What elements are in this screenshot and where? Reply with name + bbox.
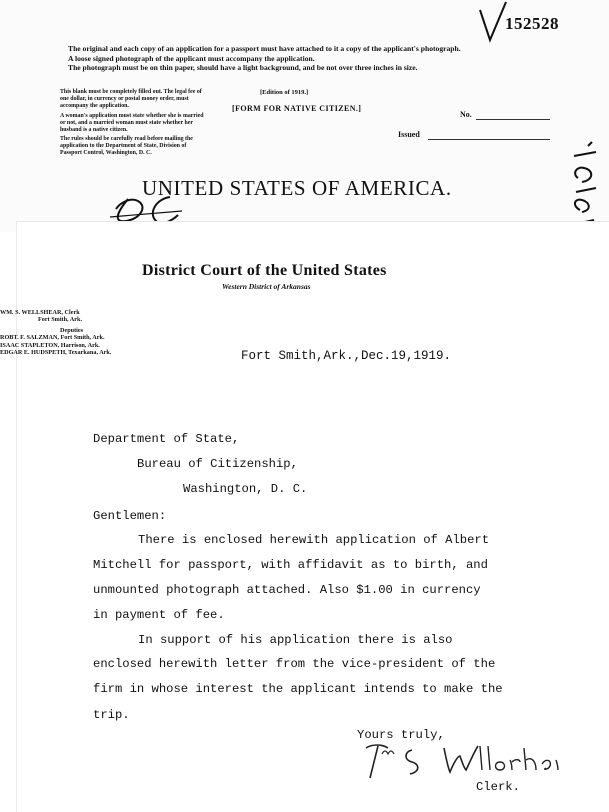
instruction-line: The original and each copy of an application for a passport must have attached to it a copy of the applicant's photograph. [68,44,461,53]
clerk-signature [360,738,560,782]
letter-date: Fort Smith,Ark.,Dec.19,1919. [241,349,452,363]
clerk-deputies-block [0,309,160,356]
closing-salutation: Yours truly, [357,728,445,742]
court-heading: District Court of the United States [142,262,387,279]
body-line: trip. [93,708,130,722]
recipient-line: Bureau of Citizenship, [137,457,298,471]
form-notes [60,89,205,160]
deputy-entry: ISAAC STAPLETON, Harrison, Ark. [0,341,100,349]
instruction-line: A loose signed photograph of the applicant must accompany the application. [68,53,315,63]
number-field-line [476,119,550,120]
country-heading: UNITED STATES OF AMERICA. [142,176,452,200]
issued-label: Issued [398,130,420,139]
clerk-location: Fort Smith, Ark. [38,316,82,324]
recipient-line: Department of State, [93,432,240,446]
deputy-entry: ROBT. F. SALZMAN, Fort Smith, Ark. [0,334,105,342]
form-edition: [Edition of 1919.] [260,89,309,96]
body-line: enclosed herewith letter from the vice-president of the [93,657,496,671]
body-line: In support of his application there is also [138,633,453,647]
check-mark-icon [478,0,508,42]
body-line: unmounted photograph attached. Also $1.00 in currency [93,583,481,597]
body-line: There is enclosed herewith application of Albert [138,533,490,547]
signer-title: Clerk. [476,780,520,794]
number-label: No. [460,110,472,119]
instruction-line: The photograph must be on thin paper, should have a light background, and be not over three inches in size. [68,63,418,72]
court-district: Western District of Arkansas [222,282,311,291]
letter-salutation: Gentlemen: [93,509,167,523]
body-line: firm in whose interest the applicant intends to make the [93,682,503,696]
deputies-label: Deputies [60,326,84,334]
passport-serial-number: 152528 [505,14,559,33]
body-line: in payment of fee. [93,608,225,622]
form-note: This blank must be completely filled out. The legal fee of one dollar, in currency or postal money order, must accompany the application. [60,89,202,109]
body-line: Mitchell for passport, with affidavit as to birth, and [93,558,488,572]
form-note: A woman's application must state whether she is married or not, and a married woman must state whether her husband is a native citizen. [60,112,204,133]
recipient-line: Washington, D. C. [183,482,308,496]
photo-instructions [68,44,548,73]
deputy-entry: EDGAR E. HUDSPETH, Texarkana, Ark. [0,349,112,357]
clerk-name: WM. S. WELLSHEAR, Clerk [0,309,80,316]
handwritten-side-notation [568,140,602,230]
form-type-label: [FORM FOR NATIVE CITIZEN.] [232,104,362,113]
form-note: The rules should be carefully read before mailing the application to the Department of State, Division of Passport Control, Washington, D. C. [60,136,193,157]
issued-field-line [428,139,550,140]
